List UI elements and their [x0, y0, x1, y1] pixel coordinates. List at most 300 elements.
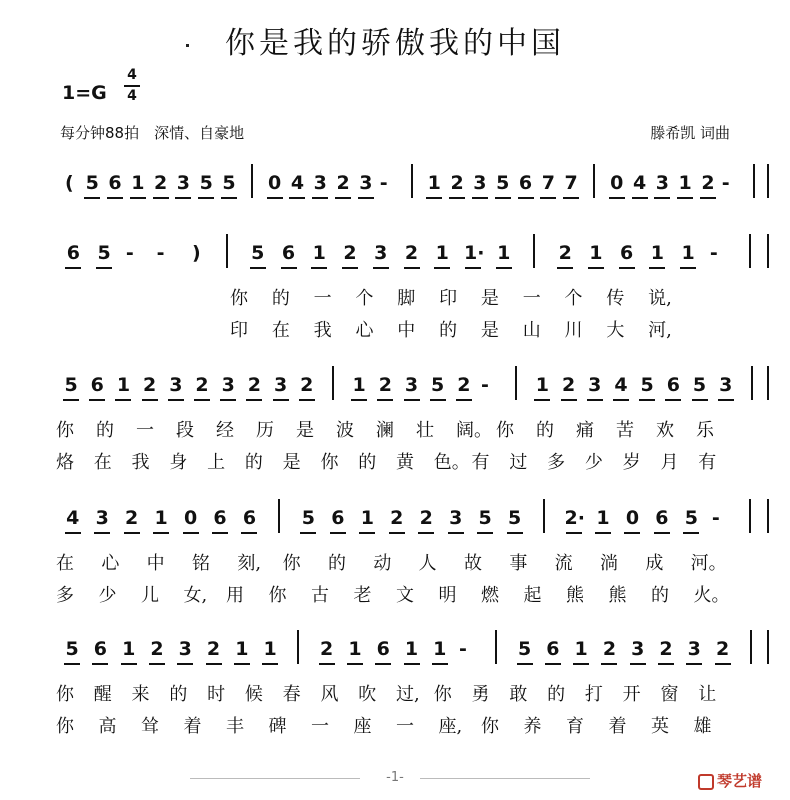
note: 3 [449, 507, 463, 529]
duration-underline [373, 267, 389, 269]
lyric-line [0, 416, 790, 442]
lyric-syllable: 壮 [416, 420, 434, 441]
duration-underline [89, 399, 105, 401]
note: 1 [596, 507, 610, 529]
lyric-syllable: 起 [523, 585, 542, 606]
lyric-syllable: 河, [648, 320, 672, 341]
lyric-syllable: 苦 [616, 420, 634, 441]
lyric-syllable: 你 [56, 684, 74, 705]
duration-underline [472, 197, 488, 199]
note: 1 [312, 242, 326, 264]
duration-underline [377, 399, 393, 401]
duration-underline [534, 399, 550, 401]
duration-underline [281, 267, 297, 269]
lyric-syllable: 个 [355, 288, 374, 309]
note: 6 [620, 242, 634, 264]
duration-underline [312, 197, 328, 199]
lyric-syllable: 一 [136, 420, 154, 441]
note: 7 [541, 172, 555, 194]
lyric-syllable: 在 [93, 452, 112, 473]
lyric-syllable: 让 [698, 684, 717, 705]
note: 5 [517, 638, 532, 660]
lyric-line [0, 549, 790, 575]
lyric-syllable: 是 [282, 452, 301, 473]
note: 2 [450, 172, 464, 194]
note-extension: - [156, 242, 165, 264]
note: 0 [610, 172, 624, 194]
notation-line [0, 240, 790, 270]
lyric-syllable: 欢 [656, 420, 674, 441]
duration-underline [359, 532, 375, 534]
note: ) [191, 242, 201, 264]
duration-underline [517, 663, 533, 665]
lyric-syllable: 熊 [608, 585, 627, 606]
note: 5 [640, 374, 654, 396]
duration-underline [619, 267, 635, 269]
note: 2 [143, 374, 157, 396]
duration-underline [351, 399, 367, 401]
lyric-syllable: 丰 [226, 716, 244, 737]
lyric-syllable: 你 [481, 716, 499, 737]
duration-underline [153, 532, 169, 534]
lyric-syllable: 色。 [433, 452, 470, 473]
notation-line [0, 372, 790, 402]
song-title: 你是我的骄傲我的中国 [225, 26, 565, 61]
duration-underline [92, 663, 108, 665]
bar-line [251, 164, 253, 198]
note: 6 [93, 638, 108, 660]
lyric-syllable: 黄 [396, 452, 414, 473]
lyric-syllable: 在 [271, 320, 290, 341]
note: 3 [169, 374, 183, 396]
note: 1 [116, 374, 131, 396]
duration-underline [700, 197, 716, 199]
duration-underline [601, 663, 617, 665]
duration-underline [683, 532, 699, 534]
logo-text: 琴艺谱 [716, 772, 762, 790]
lyric-syllable: 我 [313, 320, 332, 341]
duration-underline [654, 197, 670, 199]
lyric-syllable: 烙 [56, 452, 74, 473]
duration-underline [234, 663, 250, 665]
lyric-syllable: 的 [244, 452, 263, 473]
lyric-syllable: 成 [645, 553, 664, 574]
lyric-syllable: 铭 [192, 553, 210, 574]
duration-underline [718, 399, 734, 401]
duration-underline [566, 532, 582, 534]
duration-underline [389, 532, 405, 534]
note-extension: - [125, 242, 134, 264]
duration-underline [496, 267, 512, 269]
duration-underline [430, 399, 446, 401]
lyric-syllable: 印 [439, 288, 458, 309]
note-extension: - [379, 172, 388, 194]
note: 1 [497, 242, 511, 264]
bar-line [767, 234, 769, 268]
time-signature [124, 68, 140, 104]
duration-underline [299, 399, 315, 401]
lyric-syllable: 候 [244, 684, 263, 705]
duration-underline [273, 399, 289, 401]
lyric-syllable: 心 [101, 553, 120, 574]
lyric-syllable: 河。 [690, 553, 727, 574]
note: 6 [376, 638, 390, 660]
note: 1 [433, 638, 447, 660]
lyric-syllable: 明 [438, 585, 457, 606]
bar-line [495, 630, 497, 664]
lyric-syllable: 儿 [141, 585, 159, 606]
note: 4 [614, 374, 628, 396]
note: 2 [457, 374, 471, 396]
note: 5 [199, 172, 213, 194]
duration-underline [267, 197, 283, 199]
lyric-syllable: 故 [464, 553, 482, 574]
note: 3 [176, 172, 191, 194]
lyric-syllable: 醒 [93, 684, 112, 705]
lyric-syllable: 中 [146, 553, 165, 574]
lyric-syllable: 来 [131, 684, 150, 705]
note: 1 [574, 638, 588, 660]
note: 2 [150, 638, 164, 660]
lyric-syllable: 你 [320, 452, 339, 473]
lyric-syllable: 座 [353, 716, 372, 737]
duration-underline [613, 399, 629, 401]
duration-underline [573, 663, 589, 665]
duration-underline [198, 197, 214, 199]
duration-underline [432, 663, 448, 665]
lyric-syllable: 上 [207, 452, 226, 473]
lyric-syllable: 耸 [141, 716, 159, 737]
note: 2 [602, 638, 617, 660]
note: 1 [131, 172, 145, 194]
lyric-syllable: 在 [56, 553, 74, 574]
duration-underline [221, 197, 237, 199]
note: 3 [221, 374, 235, 396]
note: 2· [564, 507, 585, 529]
duration-underline [212, 532, 228, 534]
note: 1 [348, 638, 362, 660]
lyric-syllable: 波 [336, 420, 354, 441]
lyric-syllable: 一 [522, 288, 541, 309]
duration-underline [630, 663, 646, 665]
note: 6 [66, 242, 80, 264]
lyric-syllable: 多 [547, 452, 566, 473]
bar-line [749, 499, 751, 533]
lyric-syllable: 是 [296, 420, 314, 441]
duration-underline [518, 197, 534, 199]
lyric-line [0, 448, 790, 474]
note: 3 [473, 172, 487, 194]
note: 2 [125, 507, 139, 529]
note: 2 [378, 374, 392, 396]
duration-underline [375, 663, 391, 665]
duration-underline [557, 267, 573, 269]
lyric-syllable: 雄 [693, 716, 712, 737]
duration-underline [665, 399, 681, 401]
lyric-syllable: 熊 [566, 585, 584, 606]
duration-underline [153, 197, 169, 199]
duration-underline [300, 532, 316, 534]
lyric-syllable: 一 [396, 716, 414, 737]
bar-line [751, 366, 753, 400]
lyric-syllable: 你 [433, 684, 452, 705]
footer-rule-right [420, 778, 590, 779]
duration-underline [540, 197, 556, 199]
duration-underline [686, 663, 702, 665]
note-extension: - [721, 172, 730, 194]
note: 4 [632, 172, 647, 194]
duration-underline [142, 399, 158, 401]
note: 5 [85, 172, 99, 194]
duration-underline [418, 532, 434, 534]
note: 7 [564, 172, 578, 194]
duration-underline [330, 532, 346, 534]
note: 5 [507, 507, 522, 529]
note: 4 [290, 172, 305, 194]
duration-underline [64, 663, 80, 665]
lyric-syllable: 着 [608, 716, 627, 737]
note: 2 [320, 638, 334, 660]
duration-underline [311, 267, 327, 269]
duration-underline [262, 663, 278, 665]
duration-underline [658, 663, 674, 665]
note: 2 [247, 374, 261, 396]
duration-underline [449, 197, 465, 199]
duration-underline [124, 532, 140, 534]
note: 5 [431, 374, 445, 396]
note: 1 [122, 638, 136, 660]
lyric-syllable: 你 [230, 288, 248, 309]
lyric-line [0, 284, 790, 310]
lyric-syllable: 有 [698, 452, 717, 473]
lyric-syllable: 一 [311, 716, 329, 737]
page-number: -1- [386, 770, 404, 785]
lyric-syllable: 高 [98, 716, 117, 737]
bar-line [753, 164, 755, 198]
duration-underline [680, 267, 696, 269]
lyric-syllable: 中 [397, 320, 416, 341]
lyric-syllable: 动 [373, 553, 392, 574]
note: 3 [374, 242, 388, 264]
note: 3 [655, 172, 669, 194]
bar-line [278, 499, 280, 533]
duration-underline [649, 267, 665, 269]
note: 1 [263, 638, 277, 660]
duration-underline [456, 399, 472, 401]
duration-underline [96, 267, 112, 269]
note: 1 [352, 374, 366, 396]
duration-underline [404, 399, 420, 401]
bar-line [767, 366, 769, 400]
lyric-syllable: 少 [584, 452, 603, 473]
duration-underline [206, 663, 222, 665]
lyric-syllable: 的 [439, 320, 458, 341]
note: 2 [206, 638, 221, 660]
duration-underline [426, 197, 442, 199]
duration-underline [715, 663, 731, 665]
note: 3 [631, 638, 645, 660]
duration-underline [561, 399, 577, 401]
duration-underline [220, 399, 236, 401]
note: 1 [427, 172, 441, 194]
lyric-syllable: 的 [358, 452, 377, 473]
lyric-syllable: 过, [396, 684, 420, 705]
duration-underline [358, 197, 374, 199]
note: 2 [336, 172, 350, 194]
duration-underline [545, 663, 561, 665]
composer-credit: 滕希凯 词曲 [650, 124, 730, 142]
lyric-syllable: 时 [207, 684, 226, 705]
note: 0 [268, 172, 282, 194]
bar-line [226, 234, 228, 268]
lyric-syllable: 月 [660, 452, 679, 473]
lyric-syllable: 座, [438, 716, 463, 737]
duration-underline [246, 399, 262, 401]
lyric-syllable: 流 [554, 553, 573, 574]
note-extension: - [481, 374, 489, 396]
note: 6 [108, 172, 122, 194]
lyric-syllable: 岁 [622, 452, 641, 473]
duration-underline [335, 197, 351, 199]
lyric-syllable: 养 [523, 716, 542, 737]
duration-underline [639, 399, 655, 401]
lyric-syllable: 的 [96, 420, 114, 441]
note: 1 [589, 242, 603, 264]
duration-underline [632, 197, 648, 199]
duration-underline [495, 197, 511, 199]
note: 5 [301, 507, 315, 529]
note: 2 [659, 638, 673, 660]
note: 3 [359, 172, 373, 194]
duration-underline [434, 267, 450, 269]
bar-line [750, 630, 752, 664]
note: 6 [546, 638, 560, 660]
bar-line [411, 164, 413, 198]
note: 2 [390, 507, 404, 529]
duration-underline [194, 399, 210, 401]
note: 1 [404, 638, 419, 660]
duration-underline [183, 532, 199, 534]
note: 6 [655, 507, 669, 529]
note: 2 [701, 172, 715, 194]
lyric-syllable: 育 [566, 716, 584, 737]
lyric-syllable: 我 [131, 452, 150, 473]
note: 1 [154, 507, 168, 529]
note: 5 [97, 242, 111, 264]
note: 5 [684, 507, 698, 529]
lyric-syllable: 历 [256, 420, 274, 441]
note: 0 [625, 507, 640, 529]
lyric-syllable: 事 [509, 553, 528, 574]
note: 1 [360, 507, 374, 529]
lyric-syllable: 人 [418, 553, 437, 574]
duration-underline [404, 663, 420, 665]
lyric-syllable: 风 [320, 684, 339, 705]
lyric-syllable: 文 [396, 585, 414, 606]
note-extension: - [711, 507, 720, 529]
note: 6 [242, 507, 257, 529]
duration-underline [448, 532, 464, 534]
lyric-syllable: 女, [183, 585, 208, 606]
lyric-syllable: 你 [496, 420, 514, 441]
lyric-syllable: 说, [648, 288, 672, 309]
lyric-syllable: 淌 [600, 553, 618, 574]
note: 1 [650, 242, 665, 264]
lyric-syllable: 是 [480, 288, 499, 309]
lyric-syllable: 脚 [397, 288, 416, 309]
duration-underline [149, 663, 165, 665]
duration-underline [624, 532, 640, 534]
lyric-syllable: 的 [651, 585, 669, 606]
time-signature-line [124, 85, 140, 87]
lyric-syllable: 山 [522, 320, 541, 341]
note: 1 [535, 374, 550, 396]
duration-underline [587, 399, 603, 401]
lyric-syllable: 的 [328, 553, 346, 574]
bar-line [767, 630, 769, 664]
lyric-syllable: 的 [271, 288, 290, 309]
note: 6 [213, 507, 227, 529]
duration-underline [65, 267, 81, 269]
duration-underline [404, 267, 420, 269]
note: 2 [300, 374, 314, 396]
duration-underline [175, 197, 191, 199]
lyric-syllable: 心 [355, 320, 374, 341]
lyric-syllable: 敢 [509, 684, 528, 705]
note: 3 [719, 374, 733, 396]
lyric-syllable: 你 [56, 716, 74, 737]
site-logo [698, 770, 762, 791]
lyric-syllable: 过 [509, 452, 528, 473]
duration-underline [65, 532, 81, 534]
duration-underline [347, 663, 363, 665]
lyric-syllable: 川 [564, 320, 583, 341]
lyric-syllable: 一 [313, 288, 332, 309]
bar-line [297, 630, 299, 664]
lyric-line [0, 581, 790, 607]
lyric-syllable: 你 [268, 585, 287, 606]
bar-line [767, 164, 769, 198]
time-signature-top: 4 [127, 67, 137, 83]
duration-underline [121, 663, 137, 665]
lyric-syllable: 的 [547, 684, 566, 705]
duration-underline [115, 399, 131, 401]
note: 3 [95, 507, 109, 529]
lyric-syllable: 印 [230, 320, 248, 341]
duration-underline [168, 399, 184, 401]
lyric-syllable: 多 [56, 585, 74, 606]
lyric-syllable: 开 [622, 684, 641, 705]
lyric-syllable: 痛 [576, 420, 594, 441]
lyric-syllable: 澜 [376, 420, 394, 441]
lyric-syllable: 身 [169, 452, 188, 473]
note: 1 [435, 242, 449, 264]
bar-line [533, 234, 535, 268]
time-signature-bottom: 4 [127, 88, 137, 104]
lyric-syllable: 火。 [693, 585, 730, 606]
lyric-syllable: 燃 [481, 585, 499, 606]
lyric-line [0, 712, 790, 738]
lyric-syllable: 打 [584, 684, 603, 705]
note: 1 [235, 638, 249, 660]
note: 3 [273, 374, 288, 396]
lyric-syllable: 窗 [660, 684, 679, 705]
lyric-syllable: 的 [536, 420, 554, 441]
duration-underline [63, 399, 79, 401]
note: 5 [251, 242, 265, 264]
duration-underline [289, 197, 305, 199]
duration-underline [250, 267, 266, 269]
